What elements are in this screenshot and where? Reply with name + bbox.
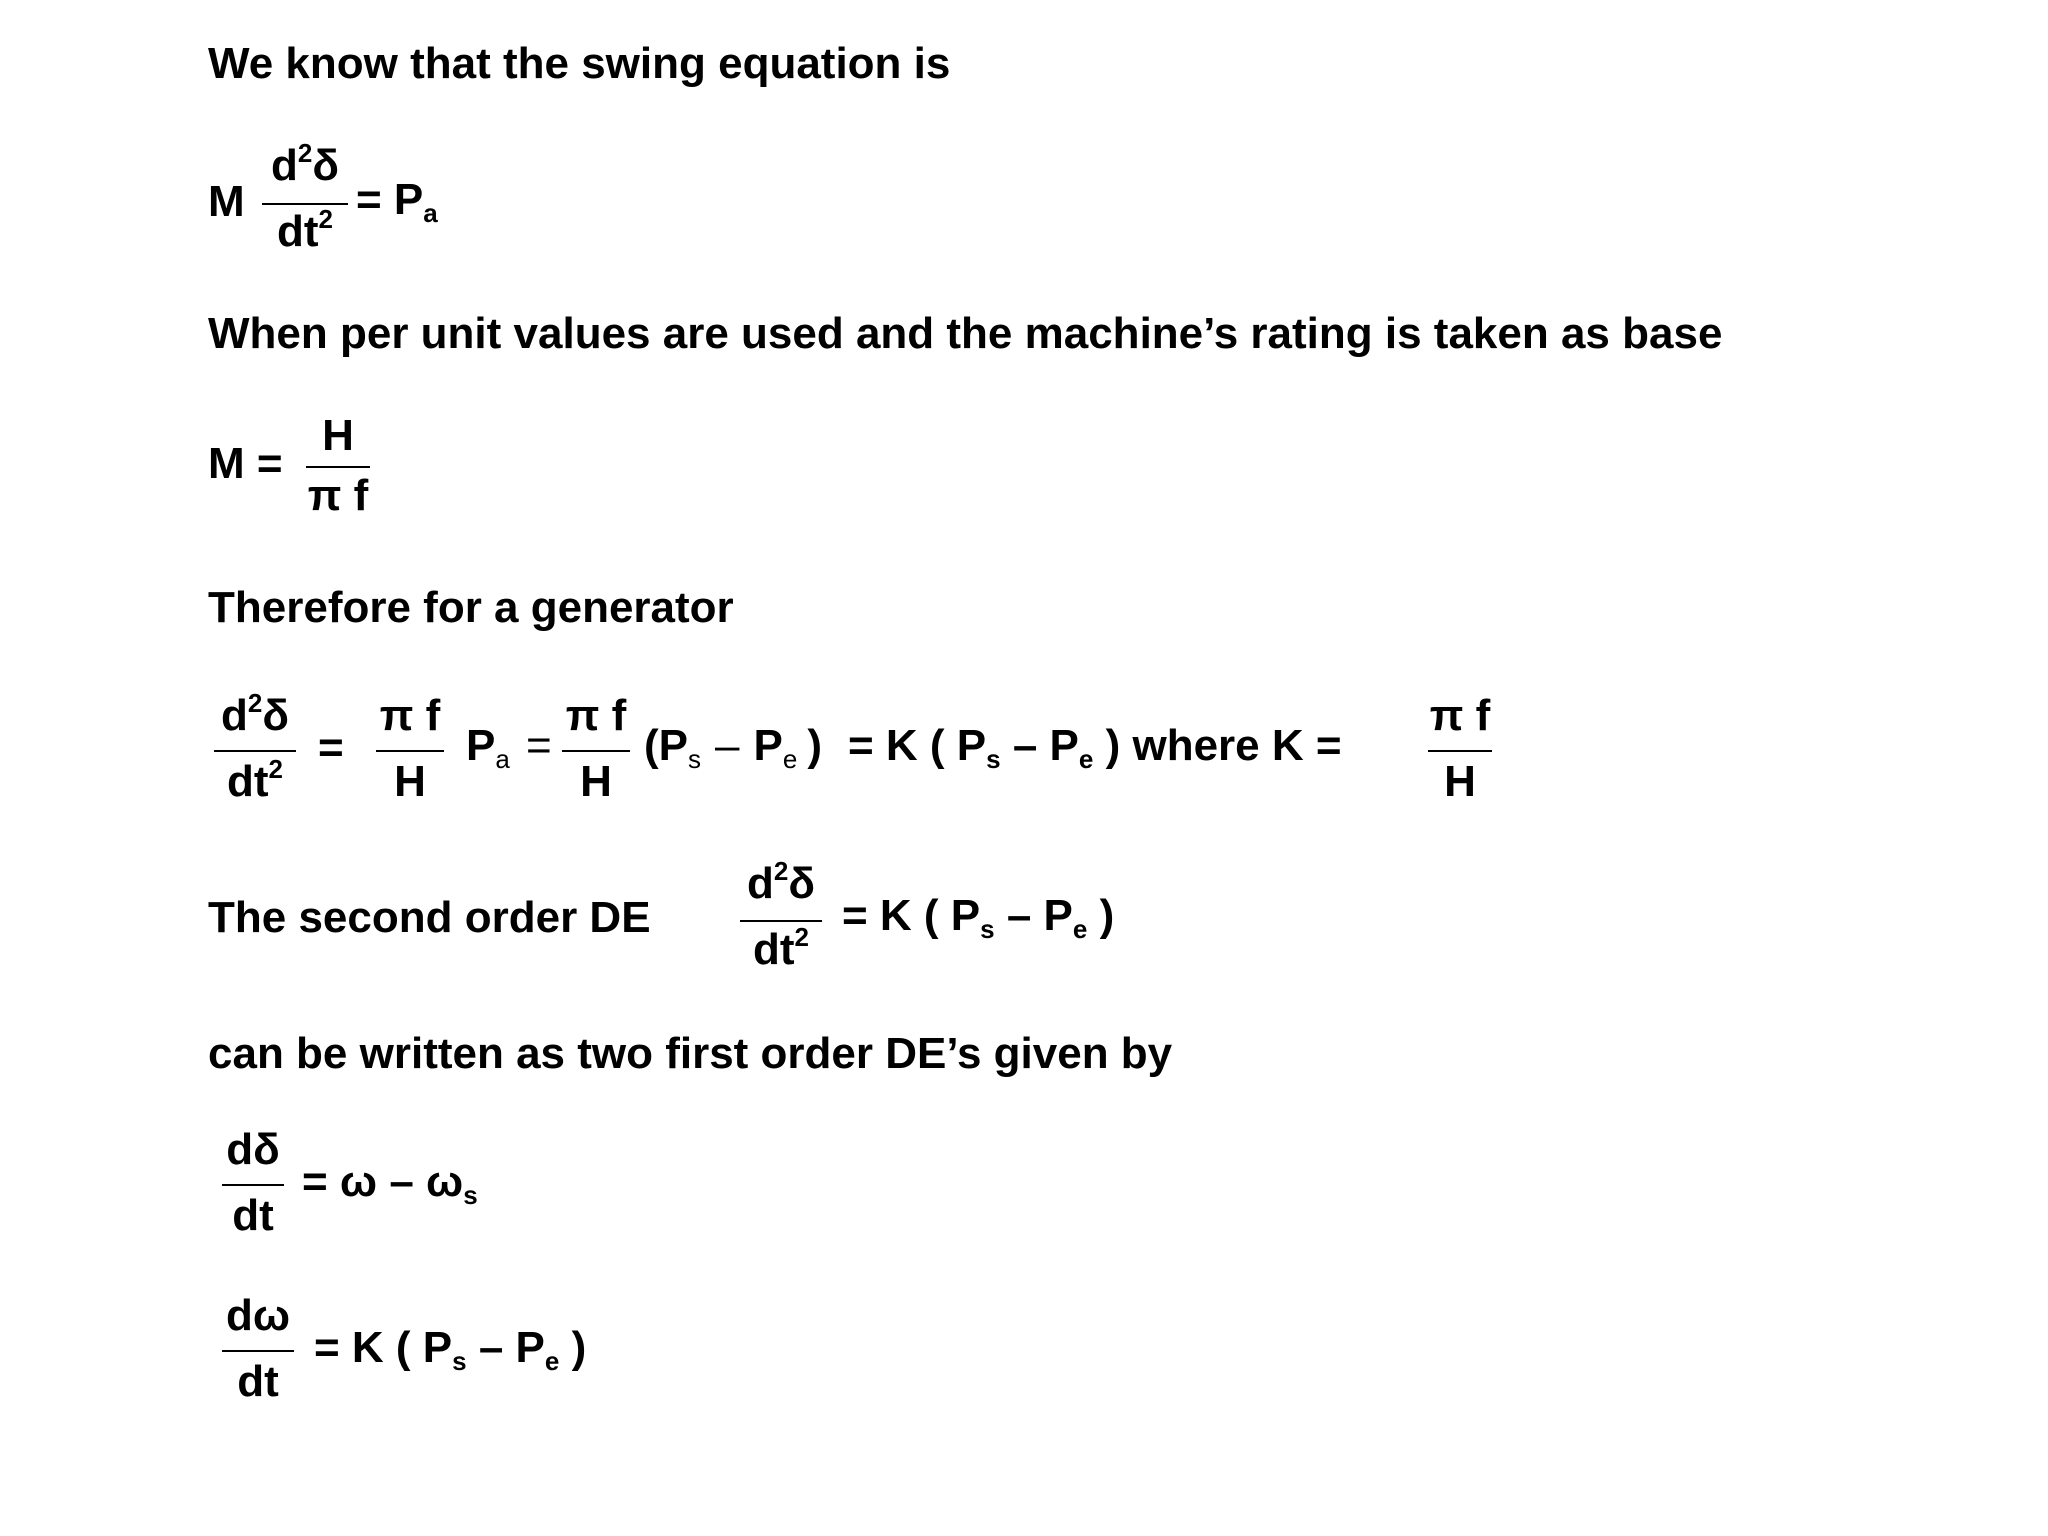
fraction-bar: [222, 1350, 294, 1352]
fraction-denominator: dt: [237, 1357, 279, 1406]
first-order-text: can be written as two first order DE’s given by: [208, 1029, 1173, 1078]
inertia-fraction: [306, 411, 370, 520]
fraction-denominator: $dt^2$: [753, 922, 809, 974]
intro-text: We know that the swing equation is: [208, 39, 951, 88]
fraction-denominator: H: [1444, 757, 1476, 806]
accelerating-power: $P_a$: [466, 721, 510, 774]
fraction-denominator: $dt^2$: [227, 754, 283, 806]
fraction-bar: [1428, 750, 1492, 752]
fraction-numerator: $d^2\delta$: [270, 138, 340, 190]
power-difference: ($P_s - P_e$ ): [644, 721, 822, 774]
fraction-denominator: H: [580, 757, 612, 806]
second-derivative-fraction: [262, 138, 348, 256]
fraction-denominator: π f: [307, 471, 369, 520]
fraction-bar: [562, 750, 630, 752]
k-definition-fraction: [1428, 691, 1492, 806]
fraction-numerator: dω: [225, 1291, 291, 1340]
fraction-bar: [376, 750, 444, 752]
fraction-numerator: π f: [565, 691, 627, 740]
equation-rhs: = $P_a$: [356, 175, 438, 228]
equation-rhs: = ω – $\omega_s$: [302, 1157, 478, 1210]
fraction-bar: [214, 750, 296, 752]
fraction-numerator: $d^2\delta$: [220, 688, 290, 740]
pi-f-over-h-fraction: [376, 691, 444, 806]
fraction-numerator: π f: [379, 691, 441, 740]
fraction-bar: [306, 466, 370, 468]
mass-symbol: M: [208, 177, 245, 226]
fraction-numerator: dδ: [226, 1125, 280, 1174]
second-order-text: The second order DE: [208, 893, 651, 942]
fraction-denominator: $dt^2$: [277, 204, 333, 256]
fraction-numerator: H: [322, 411, 354, 460]
second-derivative-fraction: [214, 688, 296, 806]
fraction-denominator: dt: [232, 1191, 274, 1240]
generator-text: Therefore for a generator: [208, 583, 734, 632]
equation-rhs: = K ( $P_s - P_e$ ): [314, 1323, 587, 1376]
per-unit-text: When per unit values are used and the machine’s rating is taken as base: [208, 309, 1723, 358]
mass-equals: M =: [208, 439, 283, 488]
second-derivative-fraction: [740, 856, 822, 974]
equation-rhs: = K ( $P_s - P_e$ ): [842, 891, 1115, 944]
fraction-denominator: H: [394, 757, 426, 806]
fraction-numerator: π f: [1429, 691, 1491, 740]
fraction-bar: [740, 920, 822, 922]
fraction-bar: [222, 1184, 284, 1186]
equals-sign-thin: =: [526, 721, 552, 770]
k-expression: = K ( $P_s - P_e$ ) where K =: [848, 721, 1342, 774]
equals-sign: =: [318, 723, 344, 772]
fraction-bar: [262, 203, 348, 205]
fraction-numerator: $d^2\delta$: [746, 856, 816, 908]
omega-derivative-fraction: [222, 1291, 294, 1406]
delta-derivative-fraction: [222, 1125, 284, 1240]
pi-f-over-h-fraction: [562, 691, 630, 806]
